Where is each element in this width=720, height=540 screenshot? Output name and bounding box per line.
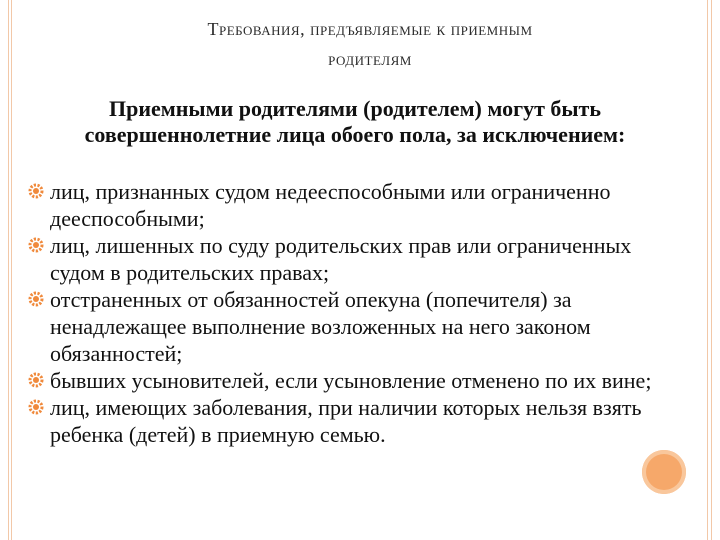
list-item-text: лиц, признанных судом недееспособными или ограниченно дееспособными; <box>50 179 611 231</box>
gear-bullet-icon <box>28 237 44 253</box>
list-item-text: бывших усыновителей, если усыновление отменено по их вине; <box>50 368 652 393</box>
list-item <box>28 394 680 448</box>
decorative-circle <box>642 450 686 494</box>
slide-title <box>60 14 680 74</box>
list-item-text: лиц, лишенных по суду родительских прав или ограниченных судом в родительских правах; <box>50 233 632 285</box>
gear-bullet-icon <box>28 291 44 307</box>
gear-bullet-icon <box>28 372 44 388</box>
gear-bullet-icon <box>28 399 44 415</box>
list-item-text: лиц, имеющих заболевания, при наличии которых нельзя взять ребенка (детей) в приемную семью. <box>50 395 642 447</box>
gear-bullet-icon <box>28 183 44 199</box>
list-item <box>28 286 680 367</box>
title-line-1: Требования, предъявляемые к приемным <box>207 19 533 39</box>
right-frame-line <box>707 0 712 540</box>
list-item-text: отстраненных от обязанностей опекуна (попечителя) за ненадлежащее выполнение возложенных на него законом обязанностей; <box>50 287 591 366</box>
list-item <box>28 178 680 232</box>
requirements-list <box>28 178 680 448</box>
intro-text: Приемными родителями (родителем) могут быть совершеннолетние лица обоего пола, за исключением: <box>84 96 626 147</box>
list-item <box>28 367 680 394</box>
list-item <box>28 232 680 286</box>
title-line-2: родителям <box>328 49 412 69</box>
left-frame-line <box>8 0 12 540</box>
